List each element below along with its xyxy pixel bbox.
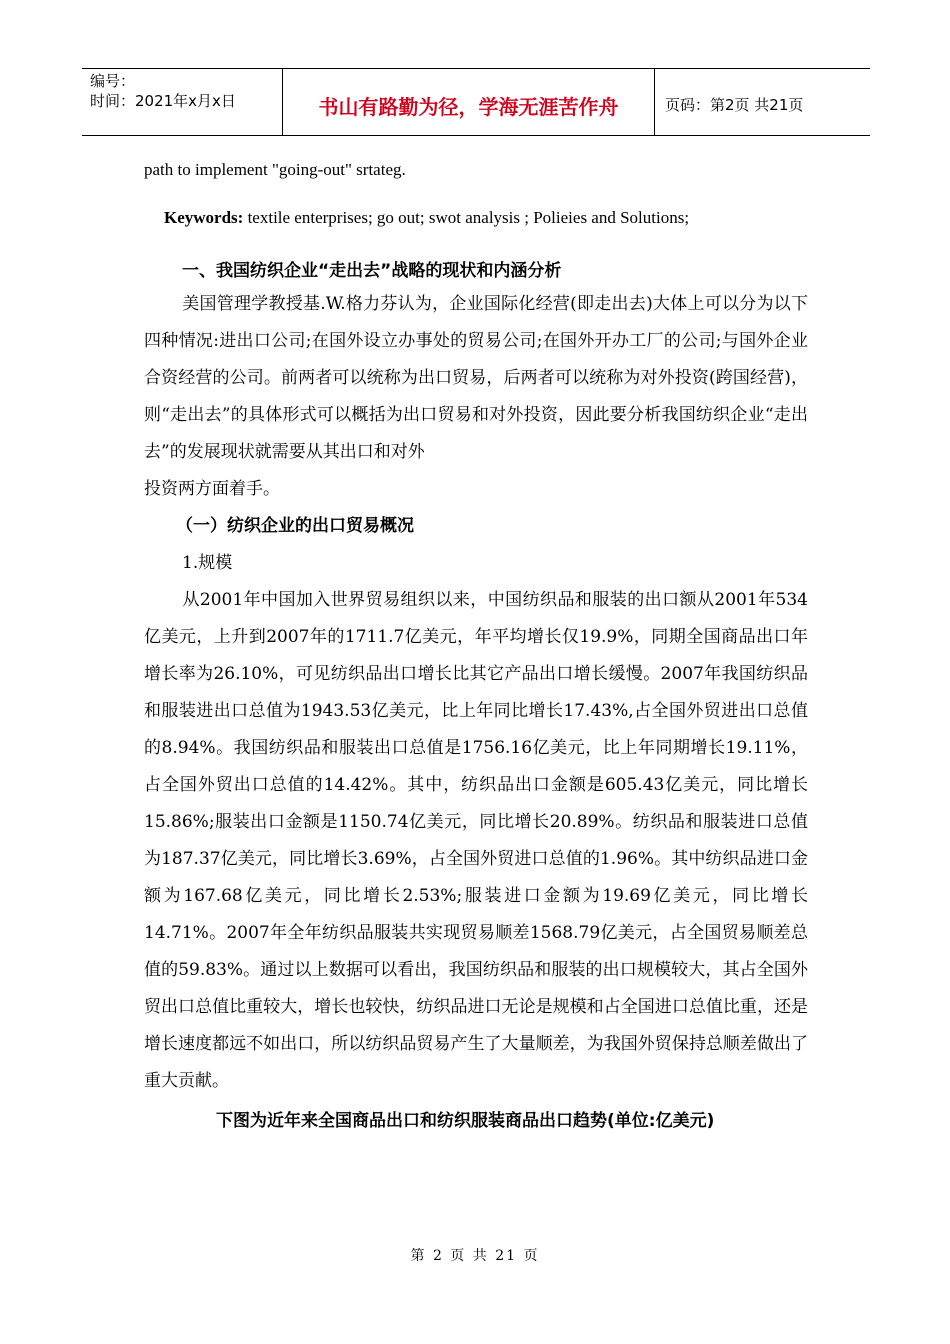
item-title: 1.规模 [182, 553, 233, 573]
header-date-label: 时间：2021年x月x日 [90, 92, 236, 110]
paragraph-1-text: 美国管理学教授基.W.格力芬认为，企业国际化经营(即走出去)大体上可以分为以下四种情况:进出口公司;在国外设立办事处的贸易公司;在国外开办工厂的公司;与国外企业合资经营的公司。前两者可以统称为出口贸易，后两者可以统称为对外投资(跨国经营)，则“走出去”的具体形式可以概括为出口贸易和对外投资，因此要分析我国纺织企业“走出去”的发展现状就需要从其出口和对外 [144, 294, 808, 462]
header-motto: 书山有路勤为径，学海无涯苦作舟 [283, 69, 655, 135]
paragraph-2-text: 从2001年中国加入世界贸易组织以来，中国纺织品和服装的出口额从2001年534亿美元，上升到2007年的1711.7亿美元，年平均增长仅19.9%，同期全国商品出口年增长率为26.10%，可见纺织品出口增长比其它产品出口增长缓慢。2007年我国纺织品和服装进出口总值为1943.53亿美元，比上年同比增长17.43%,占全国外贸进出口总值的8.94%。我国纺织品和服装出口总值是1756.16亿美元，比上年同期增长19.11%，占全国外贸出口总值的14.42%。其中，纺织品出口金额是605.43亿美元，同比增长15.86%;服装出口金额是1150.74亿美元，同比增长20.89%。纺织品和服装进口总值为187.37亿美元，同比增长3.69%，占全国外贸进口总值的1.96%。其中纺织品进口金额为167.68亿美元，同比增长2.53%;服装进口金额为19.69亿美元，同比增长14.71%。2007年全年纺织品服装共实现贸易顺差1568.79亿美元，占全国贸易顺差总值的59.83%。通过以上数据可以看出，我国纺织品和服装的出口规模较大，其占全国外贸出口总值比重较大，增长也较快，纺织品进口无论是规模和占全国进口总值比重，还是增长速度都远不如出口，所以纺织品贸易产生了大量顺差，为我国外贸保持总顺差做出了重大贡献。 [144, 590, 808, 1091]
page-footer: 第 2 页 共 21 页 [410, 1248, 540, 1264]
abstract-tail: path to implement "going-out" srtateg. [144, 160, 406, 179]
section-title: 一、我国纺织企业“走出去”战略的现状和内涵分析 [182, 261, 562, 281]
header-page-info: 页码：第2页 共21页 [665, 95, 804, 114]
header-meta [82, 69, 283, 135]
keywords-text: textile enterprises; go out; swot analysis ; Polieies and Solutions; [243, 208, 690, 227]
page-header [82, 68, 870, 136]
paragraph-1-tail: 投资两方面着手。 [144, 479, 280, 499]
subsection-title: （一）纺织企业的出口贸易概况 [176, 516, 414, 536]
document-body [144, 154, 808, 1136]
paragraph-2 [144, 582, 808, 1100]
keywords-label: Keywords: [164, 208, 244, 227]
keywords-line [164, 202, 808, 234]
paragraph-1 [144, 286, 808, 471]
chart-caption: 下图为近年来全国商品出口和纺织服装商品出口趋势(单位:亿美元) [216, 1111, 715, 1131]
header-number-label: 编号： [90, 72, 136, 90]
